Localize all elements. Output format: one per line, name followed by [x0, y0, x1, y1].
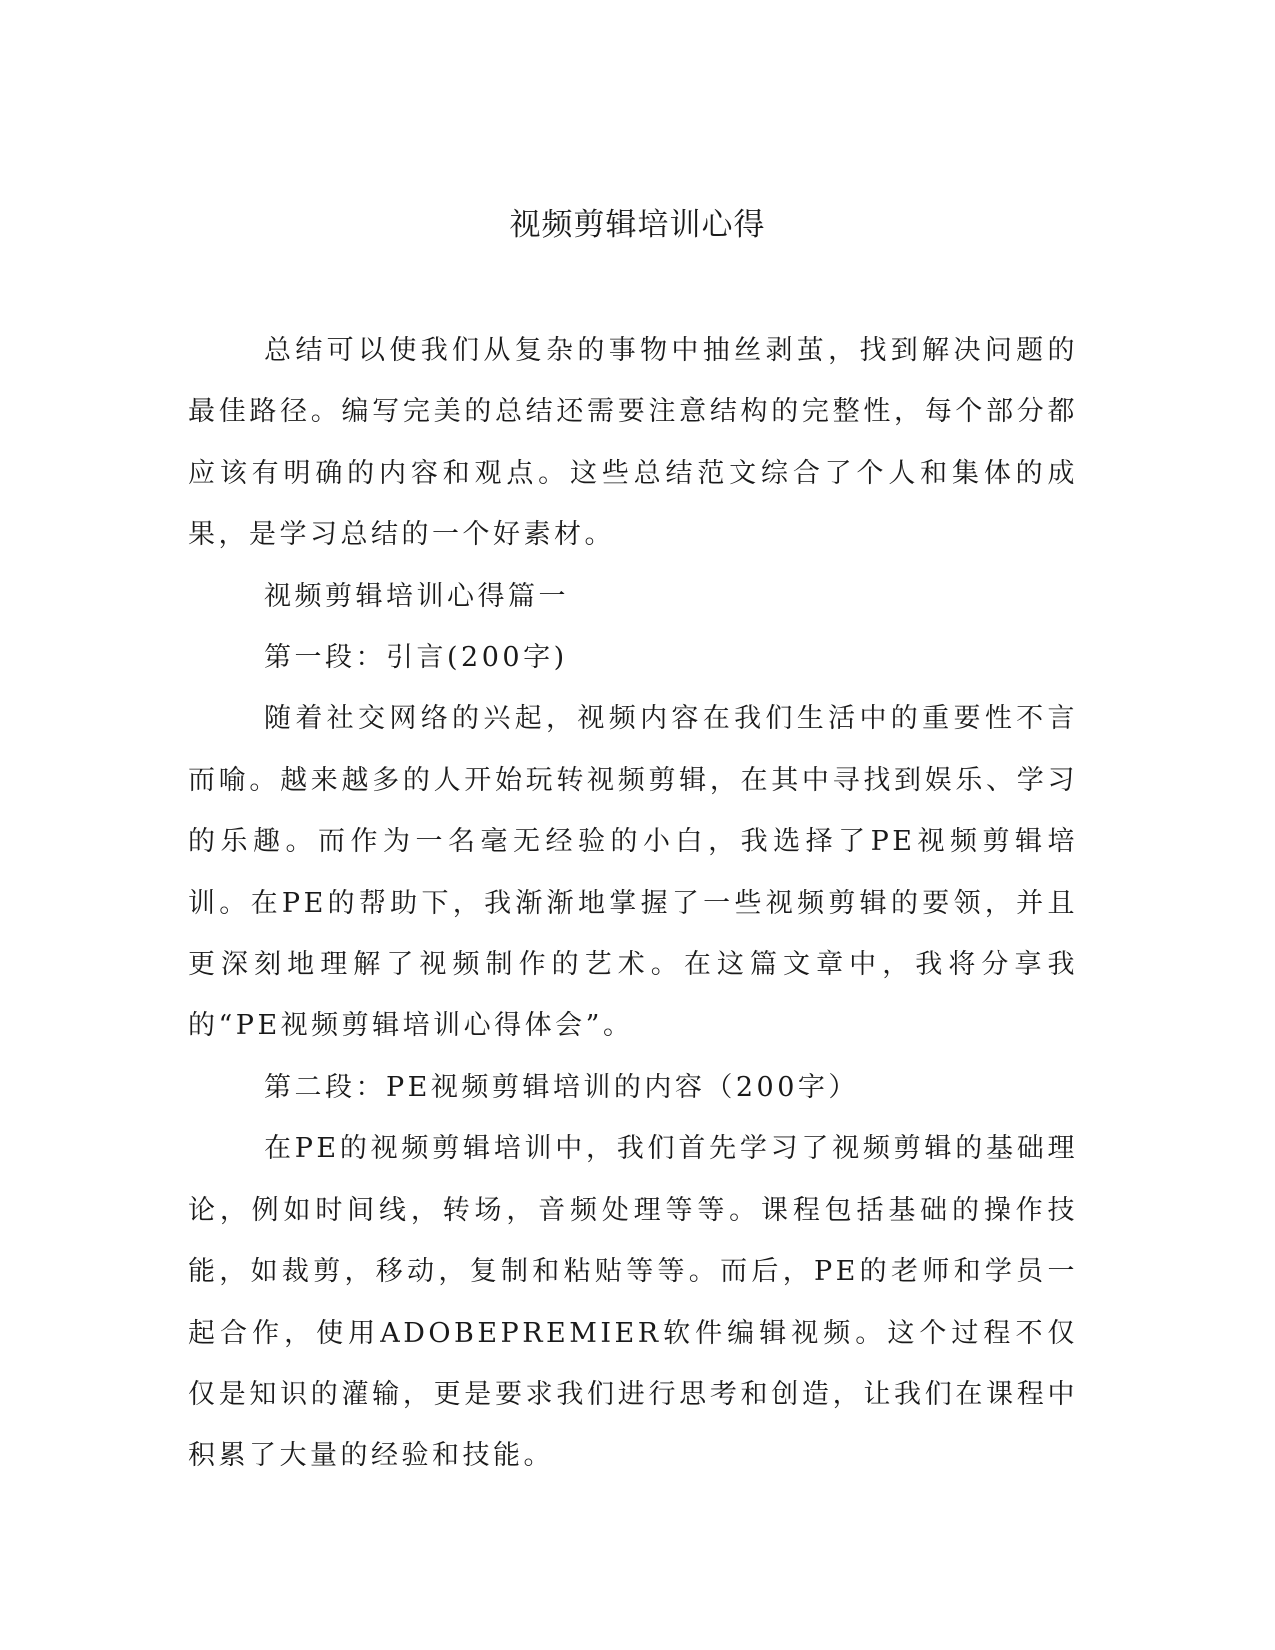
body-paragraph: 随着社交网络的兴起，视频内容在我们生活中的重要性不言而喻。越来越多的人开始玩转视频剪辑，在其中寻找到娱乐、学习的乐趣。而作为一名毫无经验的小白，我选择了PE视频剪辑培训。在PE的帮助下，我渐渐地掌握了一些视频剪辑的要领，并且更深刻地理解了视频制作的艺术。在这篇文章中，我将分享我的“PE视频剪辑培训心得体会”。: [188, 703, 1078, 1042]
page-title: 视频剪辑培训心得: [509, 207, 766, 243]
body-paragraph: 在PE的视频剪辑培训中，我们首先学习了视频剪辑的基础理论，例如时间线，转场，音频处理等等。课程包括基础的操作技能，如裁剪，移动，复制和粘贴等等。而后，PE的老师和学员一起合作，使用ADOBEPREMIER软件编辑视频。这个过程不仅仅是知识的灌输，更是要求我们进行思考和创造，让我们在课程中积累了大量的经验和技能。: [188, 1133, 1078, 1472]
paragraph-heading: 第一段：引言(200字): [264, 642, 568, 674]
intro-paragraph: 总结可以使我们从复杂的事物中抽丝剥茧，找到解决问题的最佳路径。编写完美的总结还需要注意结构的完整性，每个部分都应该有明确的内容和观点。这些总结范文综合了个人和集体的成果，是学习总结的一个好素材。: [188, 335, 1078, 551]
paragraph-heading: 第二段：PE视频剪辑培训的内容（200字）: [264, 1071, 859, 1103]
document-body: [188, 320, 1078, 1487]
section-heading: 视频剪辑培训心得篇一: [264, 580, 569, 612]
